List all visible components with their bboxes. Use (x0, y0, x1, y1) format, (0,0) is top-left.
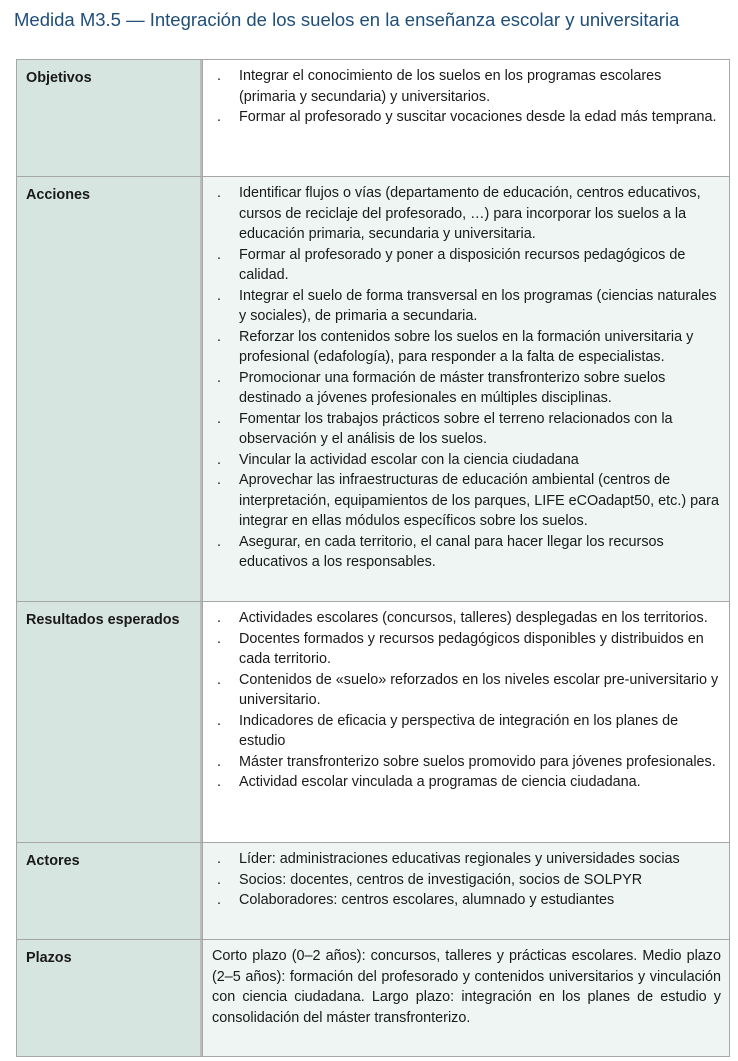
list-item: . Contenidos de «suelo» reforzados en los niveles escolar pre-universitario y universitario. (217, 671, 719, 708)
row-content (203, 60, 730, 177)
list-item: . Indicadores de eficacia y perspectiva de integración en los planes de estudio (217, 712, 679, 749)
bullet-icon: . (217, 68, 221, 84)
list-item: . Actividades escolares (concursos, talleres) desplegadas en los territorios. (209, 608, 721, 629)
bullet-list (209, 183, 721, 573)
list-item: . Socios: docentes, centros de investigación, socios de SOLPYR (209, 870, 721, 891)
row-content (203, 843, 730, 940)
plazos-text: Corto plazo (0–2 años): concursos, talleres y prácticas escolares. Medio plazo (2–5 años): formación del profesorado y contenidos universitarios y vinculación con ciencia ciudadana. Largo plazo: integración en los planes de estudio y consolidación del máster transfronterizo. (212, 948, 721, 1026)
bullet-icon: . (217, 451, 221, 468)
bullet-icon: . (217, 369, 221, 386)
bullet-icon: . (217, 871, 221, 888)
list-item: . Actividad escolar vinculada a programas de ciencia ciudadana. (209, 772, 721, 793)
bullet-icon: . (217, 287, 221, 304)
bullet-icon: . (217, 472, 221, 488)
list-item: . Líder: administraciones educativas regionales y universidades socias (209, 849, 721, 870)
bullet-list (209, 66, 721, 128)
measure-table (16, 59, 730, 1057)
row-content (203, 602, 730, 843)
row-resultados (17, 602, 730, 843)
bullet-icon: . (217, 185, 221, 201)
bullet-icon: . (217, 892, 221, 908)
bullet-icon: . (217, 630, 221, 647)
bullet-icon: . (217, 246, 221, 263)
list-item: . Vincular la actividad escolar con la ciencia ciudadana (209, 450, 721, 471)
bullet-icon: . (217, 109, 221, 125)
row-label: Actores (17, 843, 203, 940)
list-item: . Docentes formados y recursos pedagógicos disponibles y distribuidos en cada territorio. (217, 630, 704, 667)
list-item: . Formar al profesorado y poner a disposición recursos pedagógicos de calidad. (217, 246, 686, 283)
list-item: . Fomentar los trabajos prácticos sobre el terreno relacionados con la observación y el análisis de los suelos. (217, 410, 673, 447)
row-content (203, 177, 730, 602)
bullet-icon: . (217, 712, 221, 729)
bullet-icon: . (217, 774, 221, 790)
bullet-icon: . (217, 610, 221, 626)
row-label: Acciones (17, 177, 203, 602)
page-title: Medida M3.5 — Integración de los suelos en la enseñanza escolar y universitaria (14, 9, 680, 30)
bullet-icon: . (217, 410, 221, 427)
row-acciones (17, 177, 730, 602)
row-plazos (17, 940, 730, 1057)
list-item: . Colaboradores: centros escolares, alumnado y estudiantes (209, 890, 721, 911)
bullet-icon: . (217, 753, 221, 770)
list-item: . Identificar flujos o vías (departamento de educación, centros educativos, cursos de reciclaje del profesorado, …) para incorporar los suelos a la educación primaria, secundaria y universitaria. (217, 185, 701, 242)
bullet-icon: . (217, 328, 221, 345)
row-label: Resultados esperados (17, 602, 203, 843)
row-actores (17, 843, 730, 940)
list-item: . Máster transfronterizo sobre suelos promovido para jóvenes profesionales. (209, 752, 721, 773)
list-item: . Integrar el conocimiento de los suelos en los programas escolares (primaria y secundaria) y universitarios. (217, 68, 662, 105)
bullet-list (209, 849, 721, 911)
list-item: . Promocionar una formación de máster transfronterizo sobre suelos destinado a jóvenes profesionales en múltiples disciplinas. (217, 369, 666, 406)
list-item: . Formar al profesorado y suscitar vocaciones desde la edad más temprana. (209, 107, 721, 128)
list-item: . Reforzar los contenidos sobre los suelos en la formación universitaria y profesional (edafología), para responder a la falta de especialistas. (217, 328, 694, 365)
bullet-icon: . (217, 533, 221, 550)
bullet-list (209, 608, 721, 793)
list-item: . Asegurar, en cada territorio, el canal para hacer llegar los recursos educativos a los responsables. (217, 533, 664, 570)
row-content (203, 940, 730, 1057)
row-label: Objetivos (17, 60, 203, 177)
list-item: . Integrar el suelo de forma transversal en los programas (ciencias naturales y sociales), de primaria a secundaria. (217, 287, 717, 324)
row-objetivos (17, 60, 730, 177)
bullet-icon: . (217, 851, 221, 867)
bullet-icon: . (217, 671, 221, 688)
list-item: . Aprovechar las infraestructuras de educación ambiental (centros de interpretación, equipamientos de los parques, LIFE eCOadapt50, etc.) para integrar en ellas módulos específicos sobre los suelos. (217, 472, 719, 529)
row-label: Plazos (17, 940, 203, 1057)
